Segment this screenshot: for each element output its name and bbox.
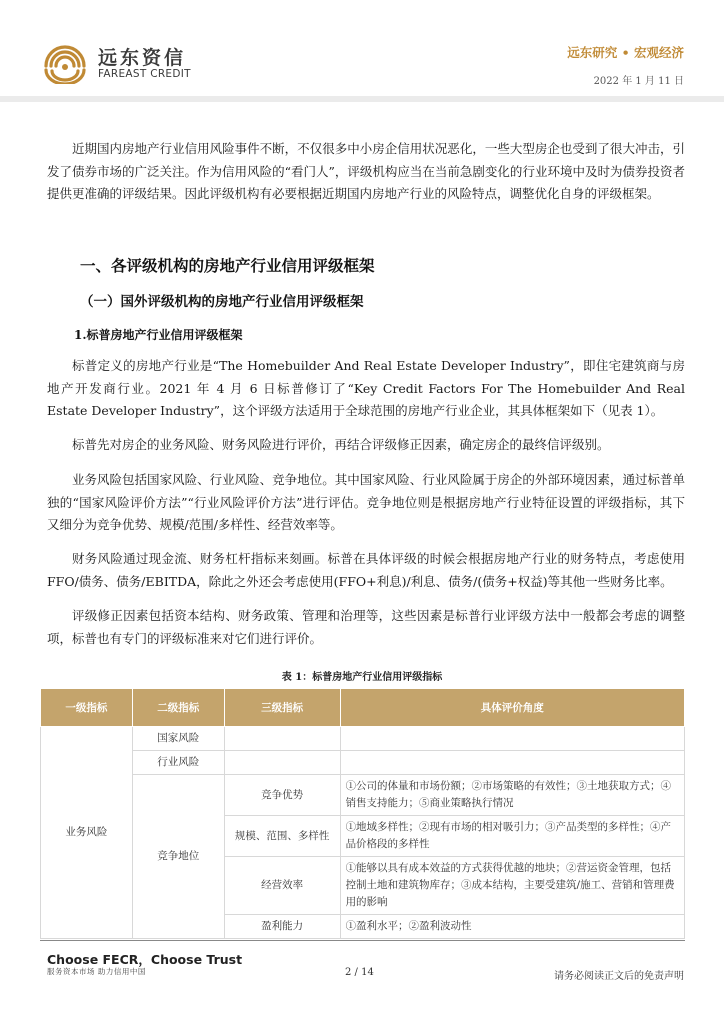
detail-cell: ①能够以具有成本效益的方式获得优越的地块；②营运资金管理，包括控制土地和建筑物库存；③成本结构，主要受建筑/施工、营销和管理费用的影响 <box>340 857 684 915</box>
section-heading-2: （一）国外评级机构的房地产行业信用评级框架 <box>80 294 364 310</box>
detail-cell: ①地域多样性；②现有市场的相对吸引力；③产品类型的多样性；④产品价格段的多样性 <box>340 816 684 857</box>
body-paragraph: 财务风险通过现金流、财务杠杆指标来刻画。标普在具体评级的时候会根据房地产行业的财务特点，考虑使用FFO/债务、债务/EBITDA，除此之外还会考虑使用(FFO+利息)/利息、债务/(债务+权益)等其他一些财务比率。 <box>47 551 685 589</box>
page-footer <box>0 940 724 1024</box>
level3-cell: 规模、范围、多样性 <box>224 816 340 857</box>
level2-cell: 行业风险 <box>132 751 224 775</box>
table-header: 具体评价角度 <box>340 689 684 727</box>
level3-cell: 经营效率 <box>224 857 340 915</box>
logo-english-name: FAREAST CREDIT <box>98 68 191 80</box>
level1-cell: 业务风险 <box>41 727 133 939</box>
table-row <box>41 775 685 816</box>
level2-cell: 竞争地位 <box>132 775 224 939</box>
body-paragraph: 业务风险包括国家风险、行业风险、竞争地位。其中国家风险、行业风险属于房企的外部环境因素，通过标普单独的“国家风险评价方法”“行业风险评价方法”进行评估。竞争地位则是根据房地产行业特征设置的评级指标，其下又细分为竞争优势、规模/范围/多样性、经营效率等。 <box>47 472 685 532</box>
footer-tagline: 服务资本市场 助力信用中国 <box>47 967 146 976</box>
section-heading-3: 1.标普房地产行业信用评级框架 <box>74 328 243 342</box>
table-row <box>41 751 685 775</box>
logo-emblem-icon <box>40 40 90 84</box>
footer-slogan: Choose FECR，Choose Trust <box>47 952 243 967</box>
report-date: 2022 年 1 月 11 日 <box>593 76 684 87</box>
level2-cell: 国家风险 <box>132 727 224 751</box>
level3-cell: 竞争优势 <box>224 775 340 816</box>
footer-divider <box>40 940 685 941</box>
report-series: 远东研究 • 宏观经济 <box>567 45 684 60</box>
rating-indicator-table <box>40 688 685 939</box>
table-row <box>41 727 685 751</box>
table-header: 二级指标 <box>132 689 224 727</box>
footer-disclaimer: 请务必阅读正文后的免责声明 <box>554 971 684 982</box>
section-heading-1: 一、各评级机构的房地产行业信用评级框架 <box>80 256 375 275</box>
table-header-row <box>41 689 685 727</box>
table-header: 三级指标 <box>224 689 340 727</box>
page-number: 2 / 14 <box>345 967 374 978</box>
detail-cell: ①公司的体量和市场份额；②市场策略的有效性；③土地获取方式；④销售支持能力；⑤商业策略执行情况 <box>340 775 684 816</box>
body-paragraph: 标普先对房企的业务风险、财务风险进行评价，再结合评级修正因素，确定房企的最终信评级别。 <box>72 437 610 452</box>
body-paragraph: 评级修正因素包括资本结构、财务政策、管理和治理等，这些因素是标普行业评级方法中一般都会考虑的调整项，标普也有专门的评级标准来对它们进行评价。 <box>47 608 685 646</box>
header-divider <box>0 96 724 102</box>
intro-paragraph: 近期国内房地产行业信用风险事件不断，不仅很多中小房企信用状况恶化，一些大型房企也受到了很大冲击，引发了债券市场的广泛关注。作为信用风险的“看门人”，评级机构应当在当前急剧变化的行业环境中及时为债券投资者提供更准确的评级结果。因此评级机构有必要根据近期国内房地产行业的风险特点，调整优化自身的评级框架。 <box>47 141 685 201</box>
table-header: 一级指标 <box>41 689 133 727</box>
logo-chinese-name: 远东资信 <box>98 47 187 69</box>
body-paragraph: 标普定义的房地产行业是“The Homebuilder And Real Estate Developer Industry”，即住宅建筑商与房地产开发商行业。2021 年 4 月 6 日标普修订了“Key Credit Factors For The Homebuilder And Real Estate Developer Industry”，这个评级方法适用于全球范围的房地产行业企业，其具体框架如下（见表 1）。 <box>47 358 685 418</box>
level3-cell: 盈利能力 <box>224 915 340 939</box>
table-caption: 表 1：标普房地产行业信用评级指标 <box>281 672 443 683</box>
detail-cell: ①盈利水平；②盈利波动性 <box>340 915 684 939</box>
fareast-credit-logo <box>40 40 250 90</box>
intro-section <box>47 138 685 206</box>
page-header <box>0 0 724 102</box>
